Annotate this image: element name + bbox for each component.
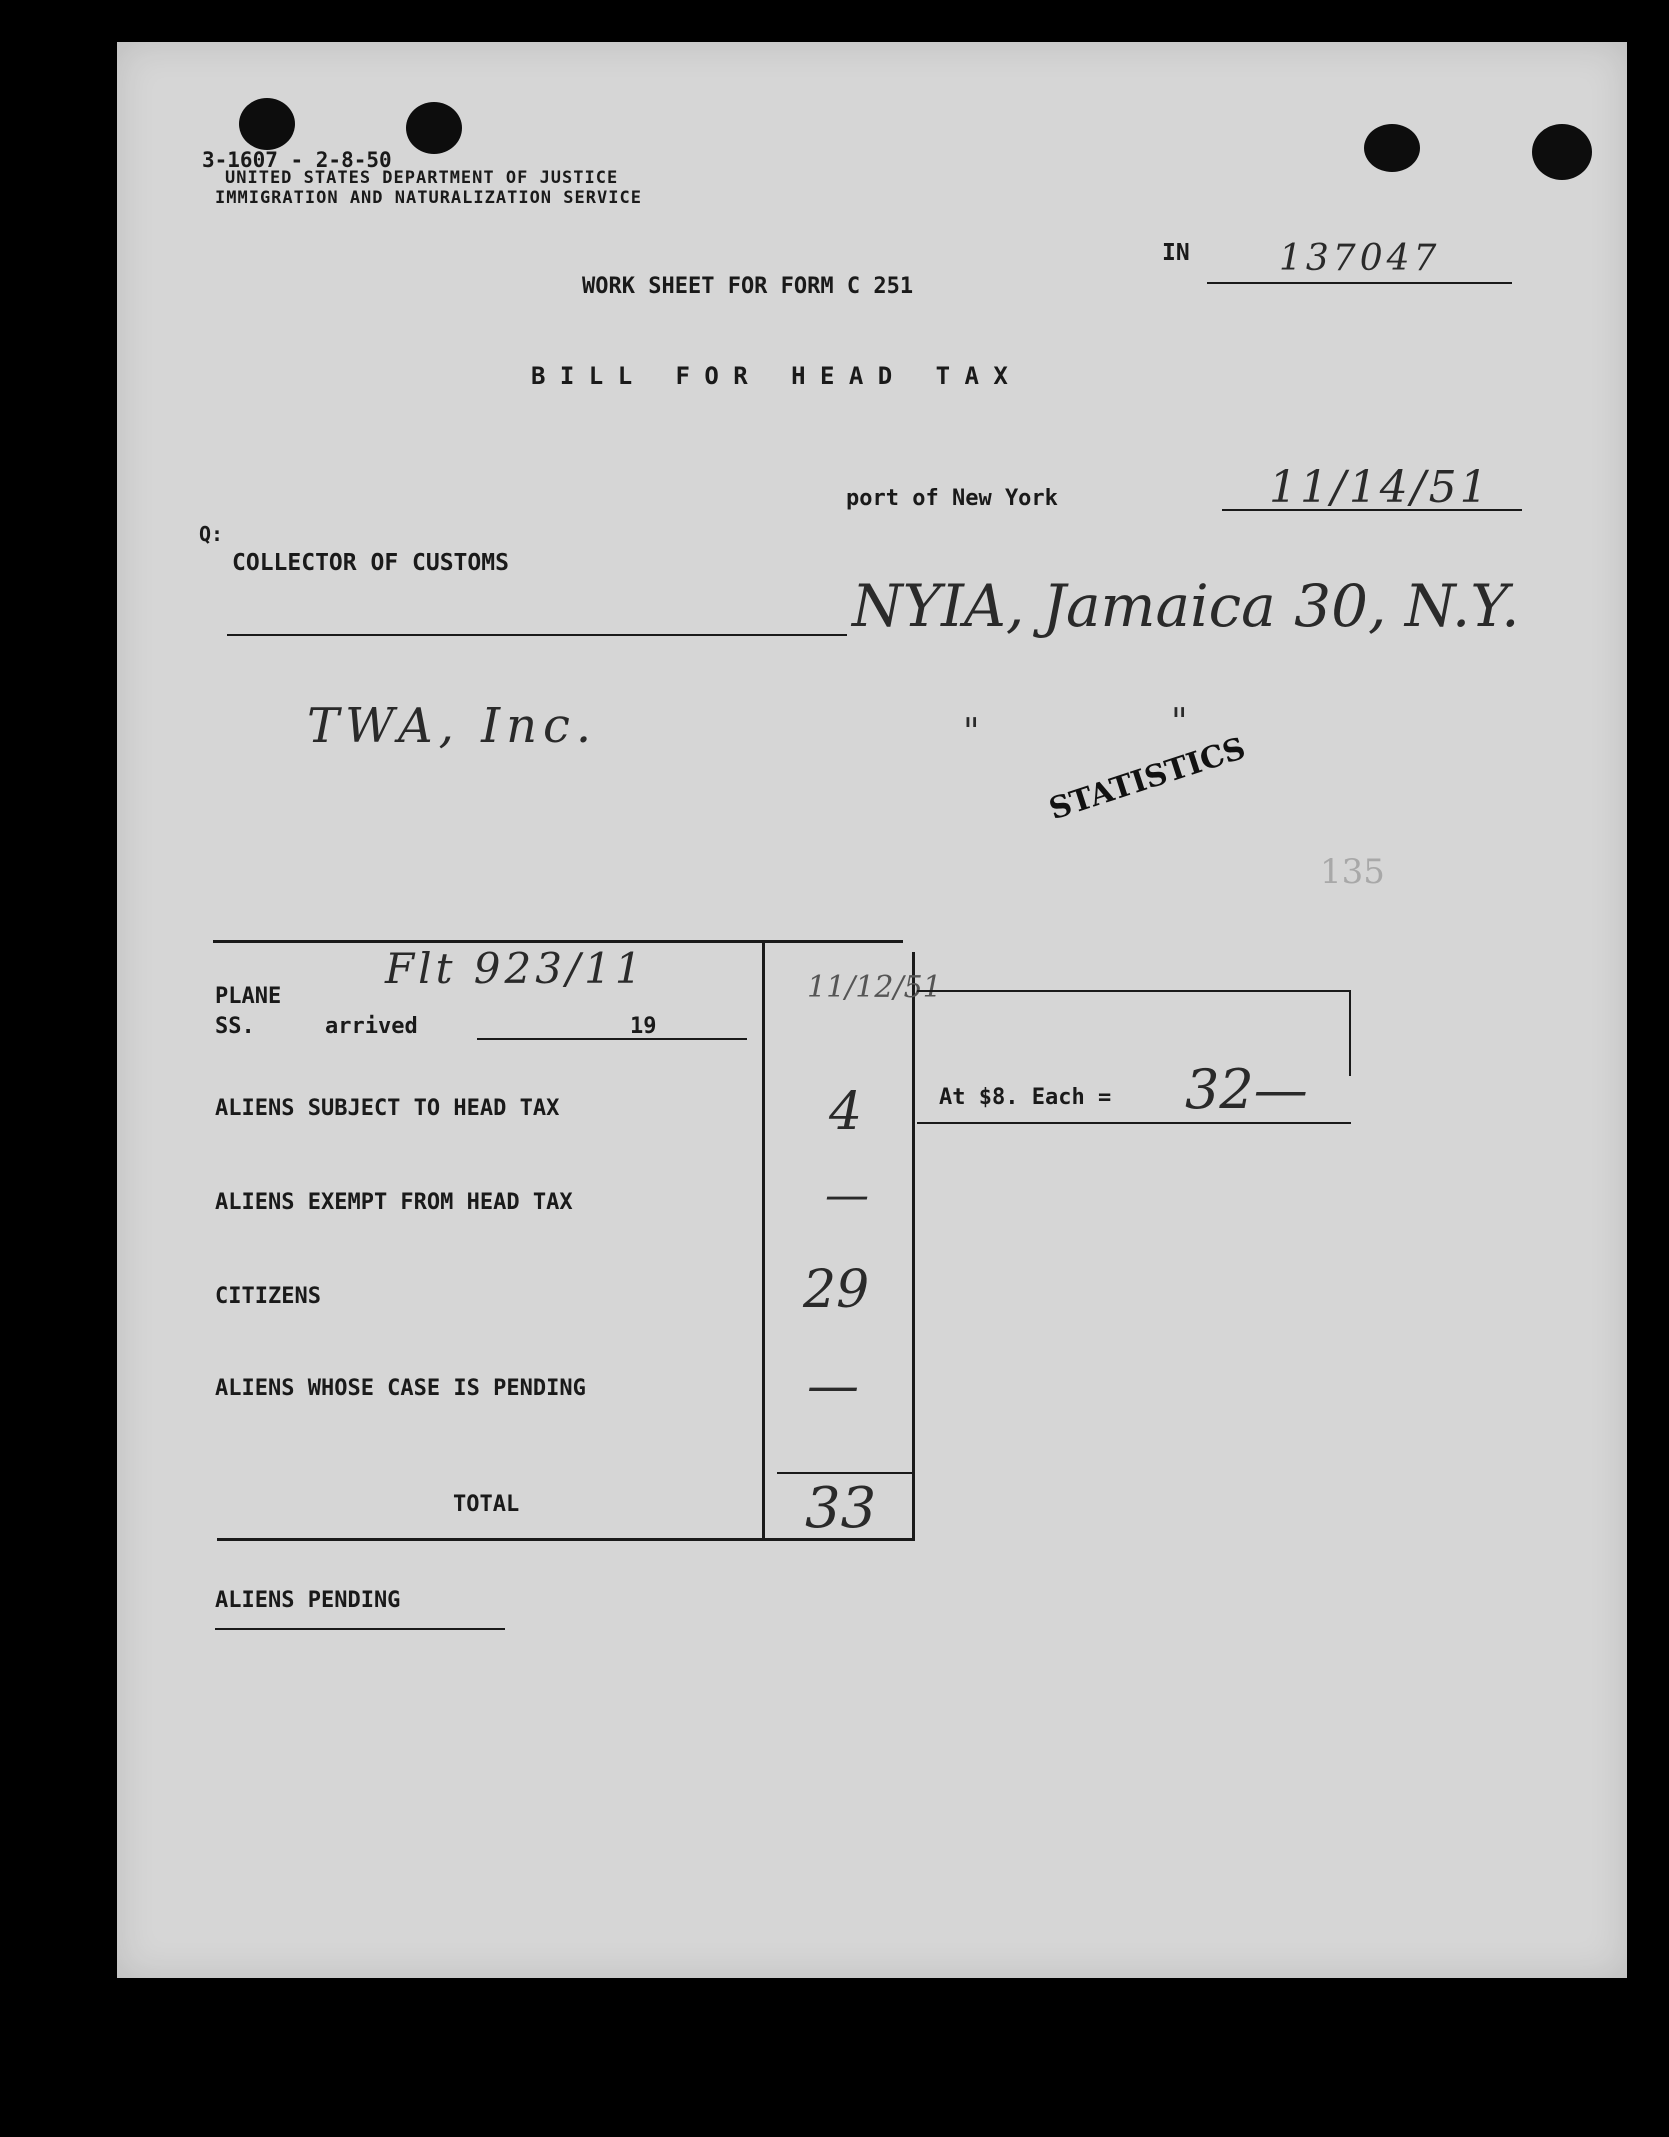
port-date: 11/14/51 xyxy=(1269,462,1491,513)
worksheet-title: WORK SHEET FOR FORM C 251 xyxy=(582,274,914,299)
table-bottom-border xyxy=(217,1538,915,1541)
row-label-pending: ALIENS WHOSE CASE IS PENDING xyxy=(215,1376,586,1401)
punch-hole xyxy=(406,102,462,154)
ditto-mark: " xyxy=(1171,702,1188,743)
row-value-citizens: 29 xyxy=(803,1260,870,1320)
in-number: 137047 xyxy=(1279,238,1441,279)
statistics-stamp: STATISTICS xyxy=(1045,730,1250,828)
plane-label: PLANE xyxy=(215,984,282,1009)
aliens-pending-line xyxy=(215,1628,505,1630)
bill-title: B I L L F O R H E A D T A X xyxy=(531,362,1008,390)
subtotal-line xyxy=(777,1472,912,1474)
row-value-exempt: — xyxy=(825,1170,869,1221)
to-label: Q: xyxy=(199,522,224,546)
ss-label: SS. xyxy=(215,1014,255,1039)
airport-location: NYIA, Jamaica 30, N.Y. xyxy=(852,572,1520,640)
row-label-citizens: CITIZENS xyxy=(215,1284,321,1309)
form-code: 3-1607 - 2-8-50 xyxy=(202,148,392,172)
total-label: TOTAL xyxy=(453,1492,520,1517)
punch-hole xyxy=(1364,124,1420,172)
service-name: IMMIGRATION AND NATURALIZATION SERVICE xyxy=(215,188,642,208)
in-label: IN xyxy=(1162,240,1190,266)
address-line xyxy=(227,634,847,636)
date-line xyxy=(1222,509,1522,511)
rate-box-right xyxy=(1349,990,1351,1076)
row-label-exempt: ALIENS EXEMPT FROM HEAD TAX xyxy=(215,1190,573,1215)
total-value: 33 xyxy=(805,1476,877,1541)
table-right-border xyxy=(912,952,915,1538)
table-top-border xyxy=(213,940,903,943)
row-value-pending: — xyxy=(807,1356,859,1416)
aliens-pending-label: ALIENS PENDING xyxy=(215,1588,401,1613)
arrival-date: 11/12/51 xyxy=(807,970,942,1005)
document-page xyxy=(117,42,1627,1978)
arrived-line xyxy=(477,1038,747,1040)
department-name: UNITED STATES DEPARTMENT OF JUSTICE xyxy=(225,168,619,188)
row-value-subject: 4 xyxy=(829,1082,863,1142)
rate-amount: 32— xyxy=(1185,1058,1308,1121)
row-label-subject: ALIENS SUBJECT TO HEAD TAX xyxy=(215,1096,560,1121)
collector-label: COLLECTOR OF CUSTOMS xyxy=(232,550,509,576)
rate-label: At $8. Each = xyxy=(939,1085,1112,1110)
ditto-mark: " xyxy=(963,712,980,753)
port-label: port of New York xyxy=(846,486,1058,511)
punch-hole xyxy=(1532,124,1592,180)
in-number-line xyxy=(1207,282,1512,284)
rate-box-top xyxy=(917,990,1351,992)
punch-hole xyxy=(239,98,295,150)
rate-box-bottom xyxy=(917,1122,1351,1124)
arrived-label: arrived xyxy=(325,1014,418,1039)
flight-number: Flt 923/11 xyxy=(385,944,646,993)
page-number-stamp: 135 xyxy=(1320,852,1385,892)
year-prefix: 19 xyxy=(630,1014,657,1039)
carrier-name: TWA, Inc. xyxy=(307,698,598,754)
table-divider xyxy=(762,940,765,1538)
